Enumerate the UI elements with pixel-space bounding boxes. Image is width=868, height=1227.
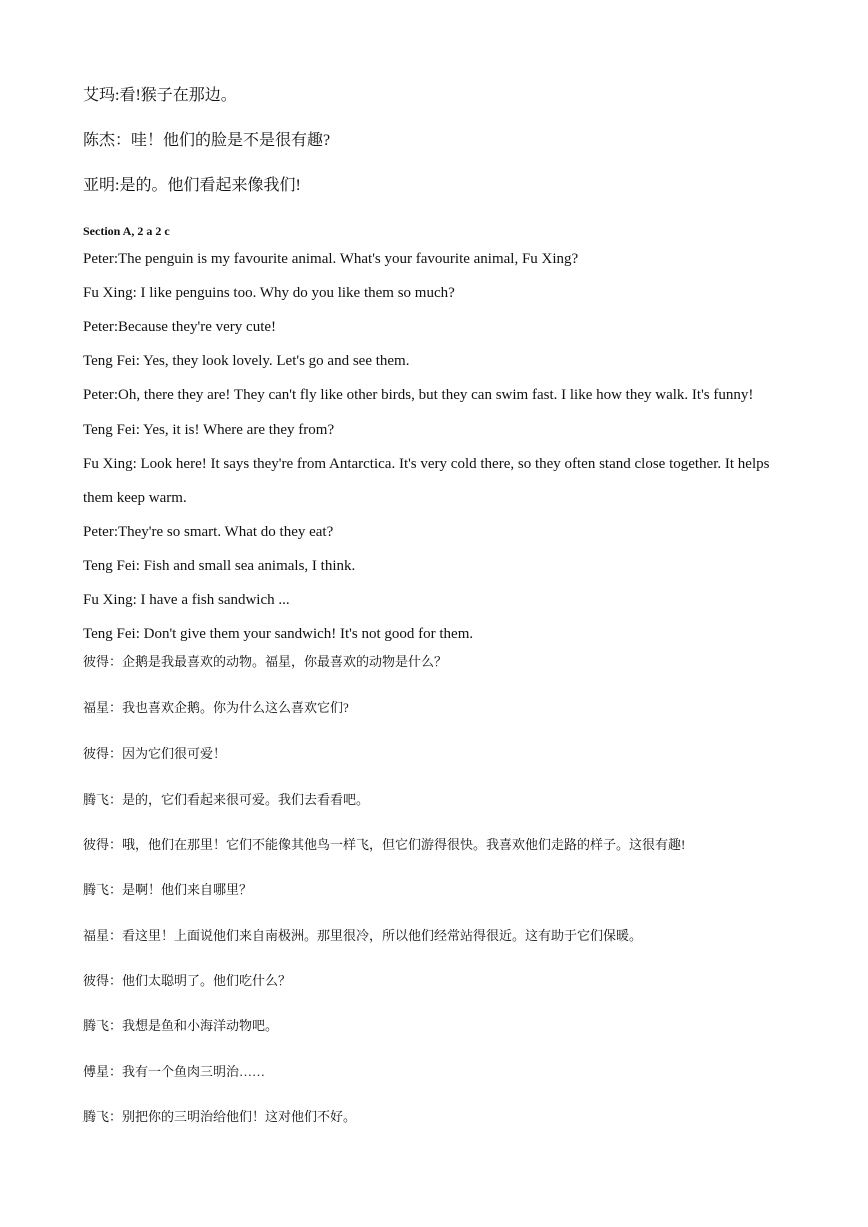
chinese-line: 腾飞：是的，它们看起来很可爱。我们去看看吧。 (83, 792, 370, 807)
english-line: Fu Xing: I have a fish sandwich ... (83, 592, 290, 608)
english-line: Teng Fei: Fish and small sea animals, I think. (83, 558, 356, 574)
english-line: Teng Fei: Yes, they look lovely. Let's go and see them. (83, 353, 410, 369)
english-line: Fu Xing: Look here! It says they're from Antarctica. It's very cold there, so they often stand close together. It helps (83, 456, 770, 472)
chinese-line: 福星：我也喜欢企鹅。你为什么这么喜欢它们? (83, 700, 349, 715)
chinese-line: 傅星：我有一个鱼肉三明治…… (83, 1064, 266, 1079)
chinese-line: 彼得：因为它们很可爱！ (83, 746, 227, 761)
chinese-line: 陈杰：哇！他们的脸是不是很有趣? (83, 132, 331, 149)
chinese-line: 腾飞：我想是鱼和小海洋动物吧。 (83, 1018, 279, 1033)
chinese-line: 彼得：哦，他们在那里！它们不能像其他鸟一样飞，但它们游得很快。我喜欢他们走路的样子。这很有趣! (83, 837, 686, 852)
chinese-line: 腾飞：别把你的三明治给他们！这对他们不好。 (83, 1109, 357, 1124)
chinese-line: 亚明:是的。他们看起来像我们! (83, 177, 301, 194)
english-line: Peter:The penguin is my favourite animal. What's your favourite animal, Fu Xing? (83, 251, 579, 267)
english-line: Peter:Because they're very cute! (83, 319, 277, 335)
chinese-line: 福星：看这里！上面说他们来自南极洲。那里很冷，所以他们经常站得很近。这有助于它们保暖。 (83, 928, 643, 943)
english-line: them keep warm. (83, 490, 187, 506)
chinese-line: 彼得：他们太聪明了。他们吃什么？ (83, 973, 292, 988)
section-heading: Section A, 2 a 2 c (83, 224, 170, 238)
english-line: Teng Fei: Don't give them your sandwich! It's not good for them. (83, 626, 474, 642)
english-line: Teng Fei: Yes, it is! Where are they from? (83, 422, 335, 438)
chinese-line: 艾玛:看!猴子在那边。 (83, 87, 237, 104)
english-line: Peter:Oh, there they are! They can't fly like other birds, but they can swim fast. I like how they walk. It's funny! (83, 387, 754, 403)
english-line: Peter:They're so smart. What do they eat? (83, 524, 334, 540)
english-line: Fu Xing: I like penguins too. Why do you like them so much? (83, 285, 455, 301)
chinese-line: 腾飞：是啊！他们来自哪里？ (83, 882, 253, 897)
chinese-line: 彼得：企鹅是我最喜欢的动物。福星，你最喜欢的动物是什么？ (83, 654, 448, 669)
